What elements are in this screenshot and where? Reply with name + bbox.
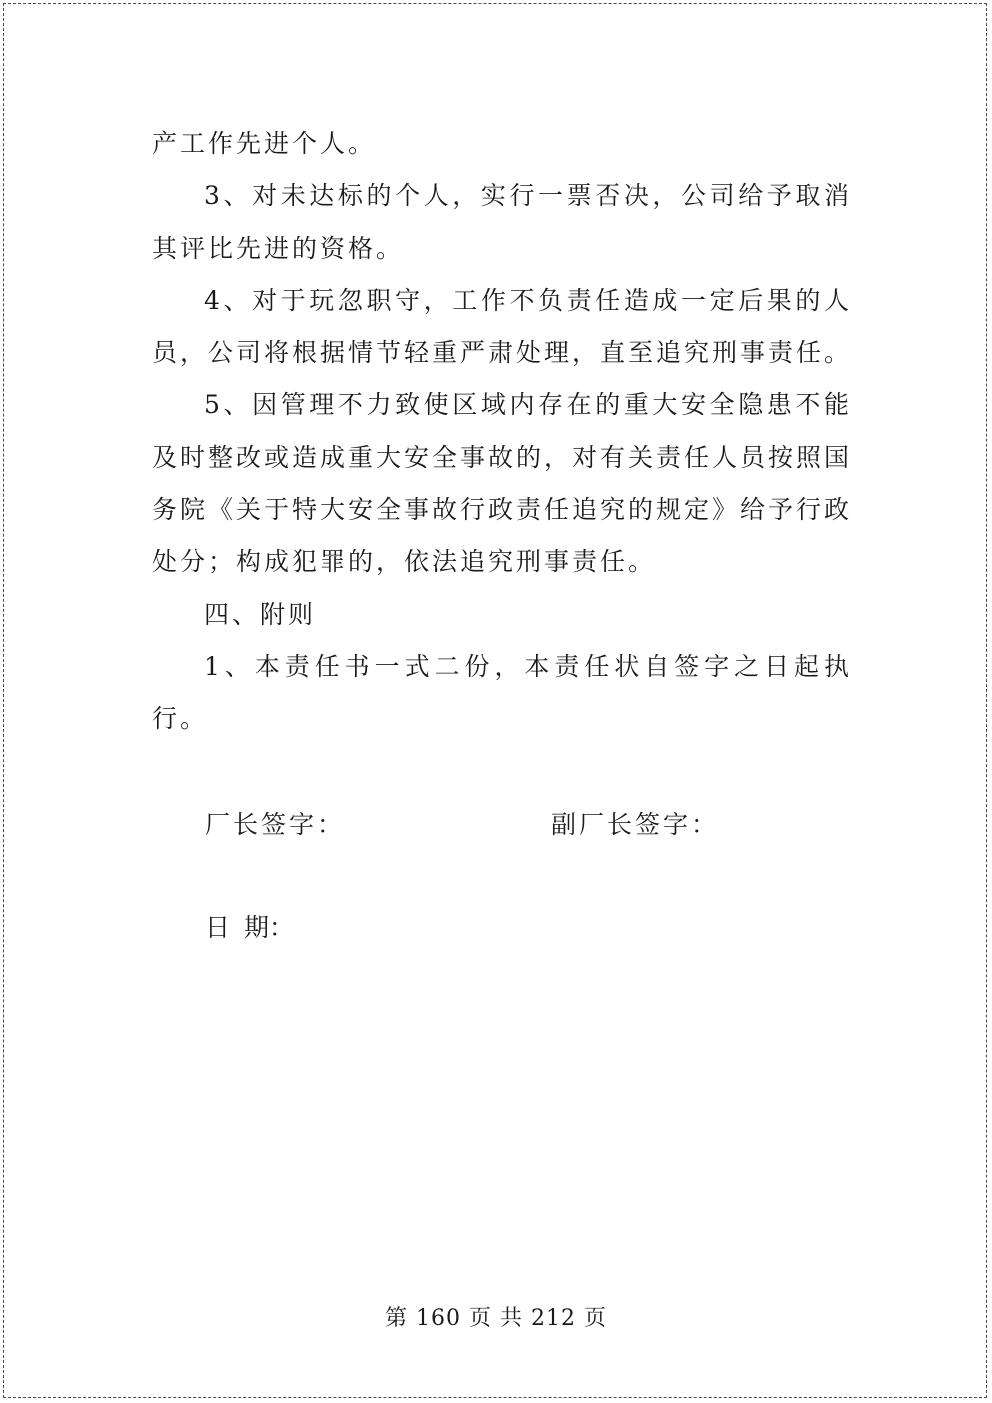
section-heading-appendix: 四、附则 <box>204 599 317 629</box>
date-label-char-1: 日 <box>205 913 231 942</box>
footer-mid: 页 共 <box>469 1306 523 1331</box>
factory-director-signature-label: 厂长签字： <box>205 810 346 839</box>
paragraph-continuation: 产工作先进个人。 <box>152 129 377 158</box>
footer-prefix: 第 <box>384 1306 408 1331</box>
footer-total-pages: 212 <box>531 1306 576 1331</box>
paragraph-item-5: 5、因管理不力致使区域内存在的重大安全隐患不能及时整改或造成重大安全事故的，对有关责任人员按照国务院《关于特大安全事故行政责任追究的规定》给予行政处分；构成犯罪的，依法追究刑事责任。 <box>152 390 853 577</box>
paragraph-item-3: 3、对未达标的个人，实行一票否决，公司给予取消其评比先进的资格。 <box>152 181 852 263</box>
document-body <box>152 118 852 746</box>
date-label <box>205 908 294 948</box>
deputy-director-signature-label: 副厂长签字： <box>551 810 720 839</box>
paragraph-appendix-item-1: 1、本责任书一式二份，本责任状自签字之日起执行。 <box>152 651 852 734</box>
page-number-footer <box>0 1302 992 1336</box>
footer-suffix: 页 <box>584 1306 608 1331</box>
paragraph-item-4: 4、对于玩忽职守，工作不负责任造成一定后果的人员，公司将根据情节轻重严肃处理，直至追究刑事责任。 <box>152 285 853 368</box>
date-label-char-2: 期： <box>244 913 295 942</box>
footer-current-page: 160 <box>416 1306 461 1331</box>
